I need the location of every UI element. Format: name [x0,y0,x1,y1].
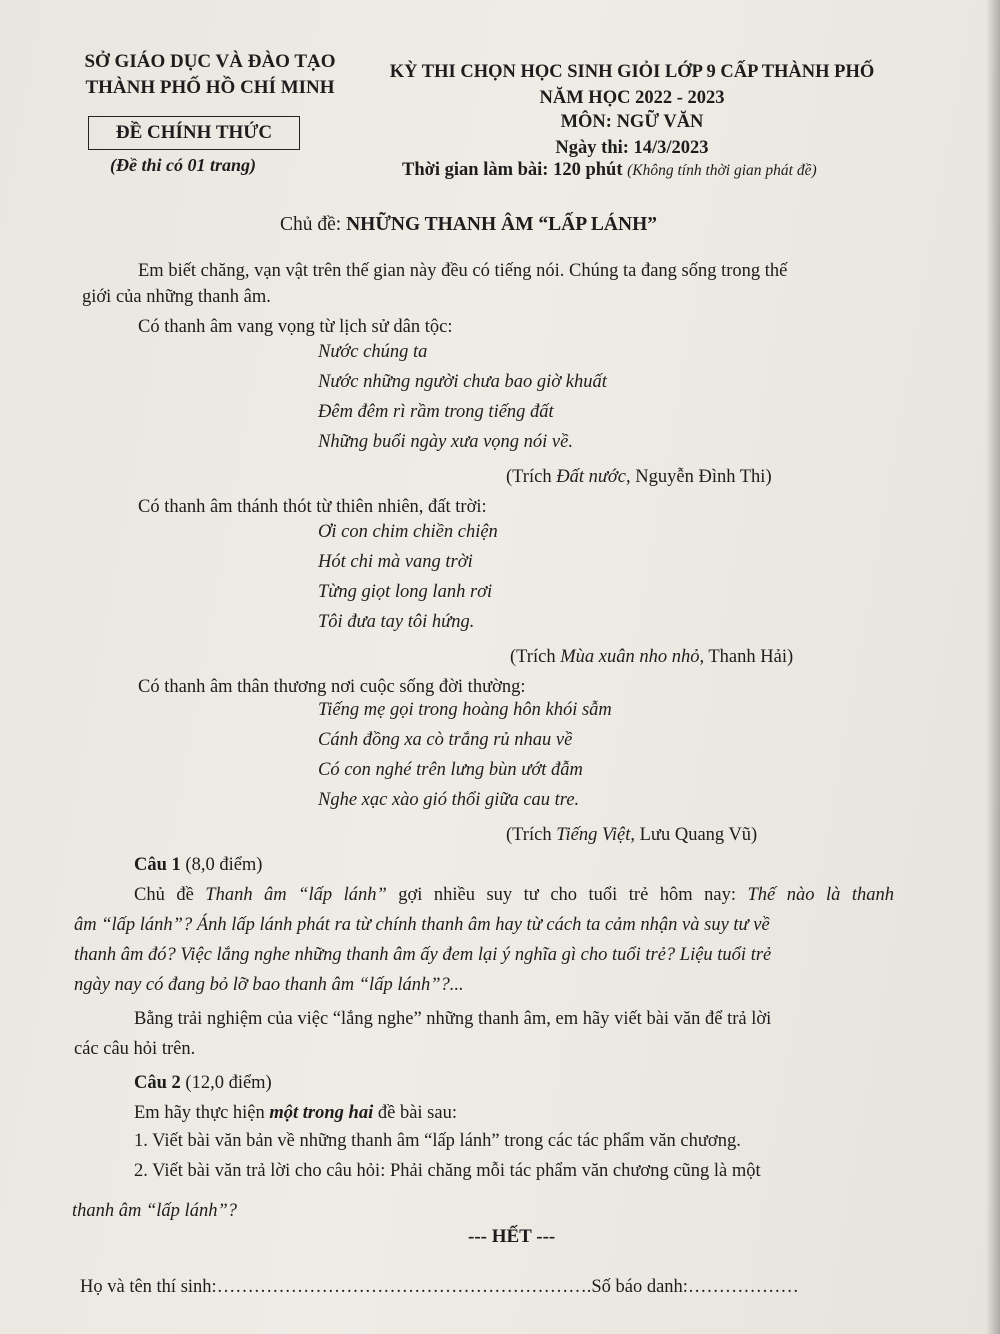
poem-3-line-2: Cánh đồng xa cò trắng rủ nhau về [318,730,573,750]
question-2-option-2-line-2: thanh âm “lấp lánh”? [72,1201,237,1221]
candidate-name-blank: ……………………………………………………. [216,1277,592,1297]
question-1-line-4: ngày nay có đang bỏ lỡ bao thanh âm “lấp lánh”?... [74,975,464,995]
poem-2-line-4: Tôi đưa tay tôi hứng. [318,612,475,632]
q2-intro-emphasis: một trong hai [269,1103,374,1123]
citation-2-prefix: (Trích [510,647,561,667]
poem-1-line-1: Nước chúng ta [318,342,428,362]
question-1-points: (8,0 điểm) [180,855,263,875]
exam-date: Ngày thi: 14/3/2023 [555,138,709,158]
q1-text-d: Thế nào là thanh [747,885,894,905]
poem-2-line-2: Hót chi mà vang trời [318,552,473,572]
candidate-info-line [80,1272,799,1302]
citation-3-author: , Lưu Quang Vũ) [630,825,758,845]
citation-3-work: Tiếng Việt [556,825,631,845]
citation-1-author: , Nguyễn Đình Thi) [626,467,772,487]
intro-line-1: Em biết chăng, vạn vật trên thế gian này đều có tiếng nói. Chúng ta đang sống trong thế [138,261,788,281]
citation-1 [506,462,772,492]
poem-1-line-3: Đêm đêm rì rầm trong tiếng đất [318,402,554,422]
q1-text-c: gợi nhiều suy tư cho tuổi trẻ hôm nay: [386,885,748,905]
poem-1-line-4: Những buổi ngày xưa vọng nói về. [318,432,573,452]
citation-2-author: , Thanh Hải) [699,647,794,667]
citation-3-prefix: (Trích [506,825,557,845]
section-1-lead: Có thanh âm vang vọng từ lịch sử dân tộc: [138,317,453,337]
end-mark: --- HẾT --- [468,1226,556,1247]
citation-3 [506,820,757,850]
question-2-option-1: 1. Viết bài văn bản về những thanh âm “lấp lánh” trong các tác phẩm văn chương. [134,1131,741,1151]
question-1-line-1 [134,880,894,910]
subject: MÔN: NGỮ VĂN [560,112,704,132]
question-2-label: Câu 2 [134,1073,181,1093]
time-allowed [402,160,817,181]
poem-3-line-4: Nghe xạc xào gió thổi giữa cau tre. [318,790,580,810]
poem-3-line-1: Tiếng mẹ gọi trong hoàng hôn khói sẫm [318,700,612,720]
poem-3-line-3: Có con nghé trên lưng bùn ướt đẫm [318,760,583,780]
department-line-2: THÀNH PHỐ HỒ CHÍ MINH [85,77,335,98]
question-2-intro [134,1098,457,1128]
section-3-lead: Có thanh âm thân thương nơi cuộc sống đời thường: [138,677,526,697]
poem-2-line-3: Từng giọt long lanh rơi [318,582,493,602]
question-2-option-2-line-1: 2. Viết bài văn trả lời cho câu hỏi: Phải chăng mỗi tác phẩm văn chương cũng là một [134,1161,761,1181]
citation-1-prefix: (Trích [506,467,557,487]
page-edge-shadow [986,0,1000,1334]
citation-1-work: Đất nước [556,467,627,487]
time-note: (Không tính thời gian phát đề) [627,162,817,179]
intro-line-2: giới của những thanh âm. [82,287,271,307]
q2-intro-a: Em hãy thực hiện [134,1103,270,1123]
q1-topic-italic: Thanh âm “lấp lánh” [205,885,387,905]
candidate-id-blank: ……………… [687,1277,799,1297]
topic-prefix: Chủ đề: [280,214,347,235]
question-1-line-5: Bằng trải nghiệm của việc “lắng nghe” những thanh âm, em hãy viết bài văn để trả lời [134,1009,772,1029]
question-2-points: (12,0 điểm) [180,1073,272,1093]
exam-title: KỲ THI CHỌN HỌC SINH GIỎI LỚP 9 CẤP THÀNH PHỐ [389,62,875,82]
page-count-note: (Đề thi có 01 trang) [110,155,256,175]
citation-2-work: Mùa xuân nho nhỏ [560,647,700,667]
question-1-label: Câu 1 [134,855,181,875]
question-1-line-3: thanh âm đó? Việc lắng nghe những thanh âm ấy đem lại ý nghĩa gì cho tuổi trẻ? Liệu tuổi trẻ [74,945,772,965]
question-1-line-6: các câu hỏi trên. [74,1039,196,1059]
poem-1-line-2: Nước những người chưa bao giờ khuất [318,372,607,392]
topic-heading [280,214,657,236]
department-line-1: SỞ GIÁO DỤC VÀ ĐÀO TẠO [84,51,336,72]
topic-title: NHỮNG THANH ÂM “LẤP LÁNH” [346,214,658,235]
time-label: Thời gian làm bài: 120 phút [402,160,623,180]
question-1-line-2: âm “lấp lánh”? Ánh lấp lánh phát ra từ chính thanh âm hay từ cách ta cảm nhận và suy tư về [74,915,770,935]
question-2-heading [134,1068,272,1098]
poem-2-line-1: Ơi con chim chiền chiện [318,522,498,542]
section-2-lead: Có thanh âm thánh thót từ thiên nhiên, đất trời: [138,497,487,517]
school-year: NĂM HỌC 2022 - 2023 [539,88,725,108]
citation-2 [510,642,793,672]
q2-intro-c: đề bài sau: [373,1103,457,1123]
q1-text-a: Chủ đề [134,885,206,905]
candidate-id-label: Số báo danh: [591,1277,688,1297]
candidate-name-label: Họ và tên thí sinh: [80,1277,217,1297]
question-1-heading [134,850,262,880]
official-exam-box: ĐỀ CHÍNH THỨC [88,116,300,150]
